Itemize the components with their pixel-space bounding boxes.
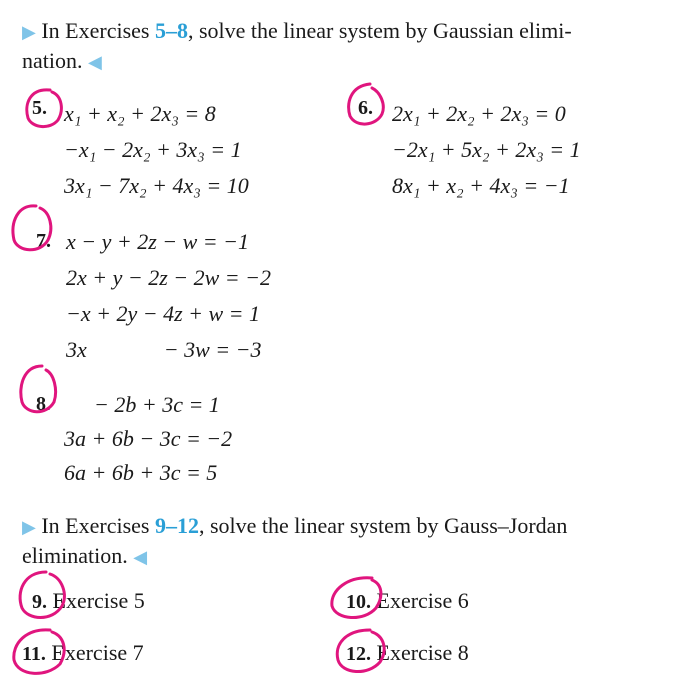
exercise-5-number: 5. <box>32 97 47 119</box>
equation: x₁ + x₂ + 2x₃ = 8 <box>64 101 216 126</box>
equation: 6a + 6b + 3c = 5 <box>64 460 218 485</box>
exercise-9-number: 9. <box>32 591 47 613</box>
intro-paragraph-1 <box>22 16 572 47</box>
intro-paragraph-1-line2 <box>22 46 102 77</box>
exercise-12 <box>346 640 469 666</box>
exercise-8-number: 8. <box>36 393 51 415</box>
exercise-range-link[interactable]: 9–12 <box>154 513 199 538</box>
triangle-right-icon: ▶ <box>22 517 36 537</box>
exercise-12-label: Exercise 8 <box>376 640 469 665</box>
intro-paragraph-2-line2 <box>22 541 147 572</box>
equation: x − y + 2z − w = −1 <box>66 229 249 254</box>
exercise-11 <box>22 640 144 666</box>
intro2-text-after: , solve the linear system by Gauss–Jordan <box>198 513 568 538</box>
exercise-10-label: Exercise 6 <box>376 588 469 613</box>
intro-paragraph-2 <box>22 511 567 542</box>
equation: −x + 2y − 4z + w = 1 <box>66 301 260 326</box>
exercise-5-system <box>64 96 249 204</box>
exercise-10-number: 10. <box>346 591 371 613</box>
exercise-8-system <box>64 388 232 490</box>
equation: 3a + 6b − 3c = −2 <box>64 426 233 451</box>
equation: 8x₁ + x₂ + 4x₃ = −1 <box>392 173 570 198</box>
equation: 3x₁ − 7x₂ + 4x₃ = 10 <box>64 173 249 198</box>
equation: 3x − 3w = −3 <box>66 337 262 362</box>
exercise-7-number: 7. <box>36 230 51 252</box>
exercise-9 <box>32 588 145 614</box>
intro2-text-line2: elimination. <box>22 543 128 568</box>
triangle-left-icon: ◀ <box>133 547 148 567</box>
exercise-11-label: Exercise 7 <box>51 640 144 665</box>
exercise-11-number: 11. <box>22 643 46 665</box>
exercise-10 <box>346 588 469 614</box>
intro1-text-after: , solve the linear system by Gaussian elimi- <box>187 18 572 43</box>
exercise-6-number: 6. <box>358 97 373 119</box>
equation: 2x + y − 2z − 2w = −2 <box>66 265 271 290</box>
equation: − 2b + 3c = 1 <box>94 392 220 417</box>
exercise-7-system <box>66 224 271 368</box>
exercise-12-number: 12. <box>346 643 371 665</box>
equation: −2x₁ + 5x₂ + 2x₃ = 1 <box>392 137 581 162</box>
exercise-range-link[interactable]: 5–8 <box>154 18 188 43</box>
intro1-text-before: In Exercises <box>41 18 155 43</box>
triangle-left-icon: ◀ <box>88 52 102 72</box>
triangle-right-icon: ▶ <box>22 22 36 42</box>
intro2-text-before: In Exercises <box>41 513 155 538</box>
exercise-9-label: Exercise 5 <box>52 588 145 613</box>
equation: 2x₁ + 2x₂ + 2x₃ = 0 <box>392 101 566 126</box>
intro1-text-line2: nation. <box>22 48 83 73</box>
equation: −x₁ − 2x₂ + 3x₃ = 1 <box>64 137 242 162</box>
exercise-6-system <box>392 96 581 204</box>
